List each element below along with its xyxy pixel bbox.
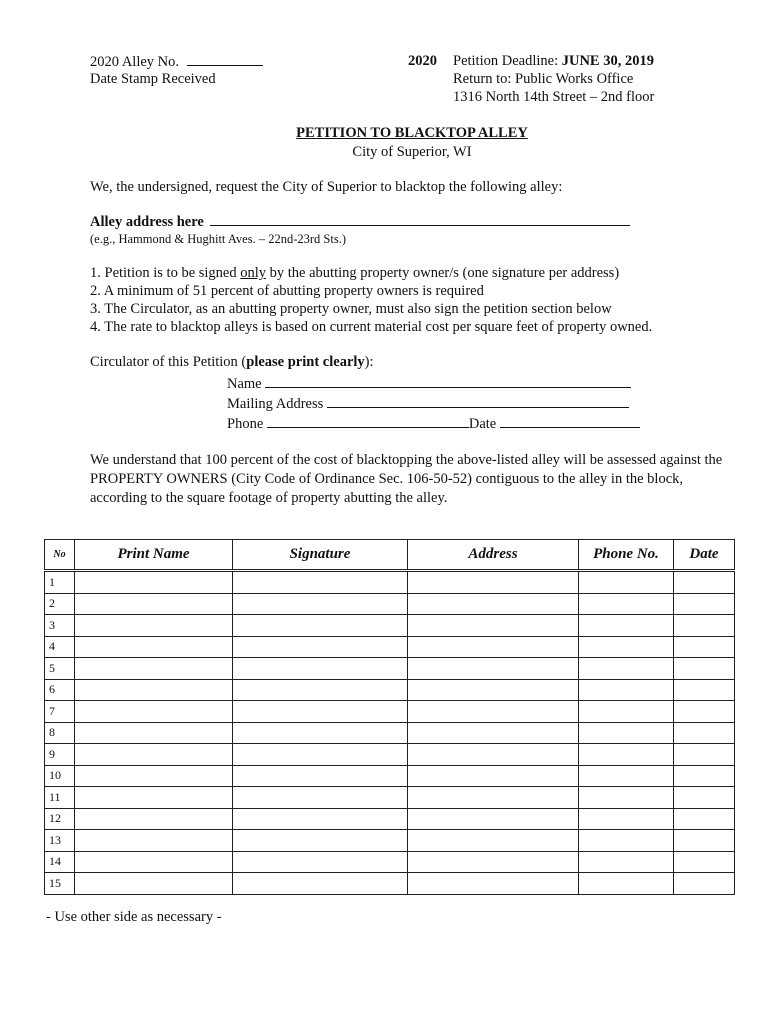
date-cell[interactable] (674, 722, 735, 744)
row-number: 9 (45, 744, 75, 766)
address-cell[interactable] (408, 571, 579, 594)
deadline-label: Petition Deadline: (453, 53, 559, 69)
phone-cell[interactable] (579, 722, 674, 744)
address-cell[interactable] (408, 593, 579, 615)
row-number: 12 (45, 808, 75, 830)
signature-cell[interactable] (233, 658, 408, 680)
circulator-name-field[interactable] (265, 375, 631, 388)
print-name-cell[interactable] (75, 636, 233, 658)
row-number: 1 (45, 571, 75, 594)
phone-cell[interactable] (579, 765, 674, 787)
table-row (45, 808, 735, 830)
circulator-mailing-field[interactable] (327, 395, 629, 408)
print-name-cell[interactable] (75, 571, 233, 594)
signature-cell[interactable] (233, 744, 408, 766)
alley-number-field[interactable] (187, 53, 263, 66)
circulator-date-field[interactable] (500, 415, 640, 428)
date-stamp-label: Date Stamp Received (90, 71, 216, 87)
print-name-cell[interactable] (75, 808, 233, 830)
address-cell[interactable] (408, 636, 579, 658)
table-header-row (45, 540, 735, 571)
requirement-item: 3. The Circulator, as an abutting property owner, must also sign the petition section below (90, 301, 612, 317)
requirement-item: 2. A minimum of 51 percent of abutting property owners is required (90, 283, 484, 299)
address-cell[interactable] (408, 873, 579, 895)
col-header-no: No (45, 540, 75, 571)
phone-cell[interactable] (579, 571, 674, 594)
col-header-print-name: Print Name (75, 540, 233, 571)
deadline-line (453, 53, 654, 70)
alley-address-example: (e.g., Hammond & Hughitt Aves. – 22nd-23rd Sts.) (90, 232, 346, 246)
signature-rows (45, 571, 735, 895)
phone-cell[interactable] (579, 830, 674, 852)
table-row (45, 593, 735, 615)
circulator-phone-line (227, 415, 640, 433)
print-name-cell[interactable] (75, 830, 233, 852)
circulator-heading: Circulator of this Petition (please print clearly): (90, 354, 374, 370)
phone-cell[interactable] (579, 701, 674, 723)
document-subtitle: City of Superior, WI (352, 144, 472, 160)
phone-cell[interactable] (579, 851, 674, 873)
return-to: Return to: Public Works Office (453, 71, 634, 87)
signature-cell[interactable] (233, 722, 408, 744)
phone-cell[interactable] (579, 873, 674, 895)
date-cell[interactable] (674, 765, 735, 787)
signature-cell[interactable] (233, 808, 408, 830)
circulator-phone-label: Phone (227, 416, 264, 432)
table-row (45, 830, 735, 852)
date-cell[interactable] (674, 615, 735, 637)
signature-cell[interactable] (233, 787, 408, 809)
signature-cell[interactable] (233, 851, 408, 873)
date-cell[interactable] (674, 808, 735, 830)
phone-cell[interactable] (579, 615, 674, 637)
col-header-signature: Signature (233, 540, 408, 571)
print-name-cell[interactable] (75, 615, 233, 637)
table-row (45, 636, 735, 658)
table-row (45, 744, 735, 766)
address-cell[interactable] (408, 787, 579, 809)
alley-address-label: Alley address here (90, 214, 204, 230)
print-name-cell[interactable] (75, 701, 233, 723)
row-number: 15 (45, 873, 75, 895)
intro-text: We, the undersigned, request the City of Superior to blacktop the following alley: (90, 179, 563, 195)
assessment-paragraph: We understand that 100 percent of the cost of blacktopping the above-listed alley will be assessed against the PROPERTY OWNERS (City Code of Ordinance Sec. 106-50-52) contiguous to the alley in the block, according to the square footage of property abutting the alley. (90, 452, 723, 506)
signature-table (44, 539, 735, 895)
date-cell[interactable] (674, 851, 735, 873)
address-cell[interactable] (408, 851, 579, 873)
signature-cell[interactable] (233, 873, 408, 895)
row-number: 4 (45, 636, 75, 658)
col-header-date: Date (674, 540, 735, 571)
row-number: 13 (45, 830, 75, 852)
table-row (45, 873, 735, 895)
row-number: 14 (45, 851, 75, 873)
print-name-cell[interactable] (75, 787, 233, 809)
col-header-phone: Phone No. (579, 540, 674, 571)
phone-cell[interactable] (579, 744, 674, 766)
phone-cell[interactable] (579, 658, 674, 680)
signature-cell[interactable] (233, 593, 408, 615)
signature-cell[interactable] (233, 636, 408, 658)
table-row (45, 701, 735, 723)
circulator-mailing-label: Mailing Address (227, 396, 324, 412)
signature-cell[interactable] (233, 679, 408, 701)
alley-address-field[interactable] (210, 213, 630, 226)
address-cell[interactable] (408, 808, 579, 830)
alley-number-label: 2020 Alley No. (90, 54, 180, 70)
date-cell[interactable] (674, 873, 735, 895)
table-row (45, 571, 735, 594)
table-row (45, 787, 735, 809)
date-cell[interactable] (674, 679, 735, 701)
address-cell[interactable] (408, 701, 579, 723)
address-cell[interactable] (408, 615, 579, 637)
table-row (45, 615, 735, 637)
phone-cell[interactable] (579, 593, 674, 615)
phone-cell[interactable] (579, 787, 674, 809)
requirements-list (90, 264, 652, 336)
circulator-name-line (227, 375, 631, 393)
row-number: 8 (45, 722, 75, 744)
date-cell[interactable] (674, 658, 735, 680)
date-cell[interactable] (674, 636, 735, 658)
print-name-cell[interactable] (75, 679, 233, 701)
row-number: 6 (45, 679, 75, 701)
signature-cell[interactable] (233, 765, 408, 787)
petition-year: 2020 (408, 53, 437, 69)
signature-cell[interactable] (233, 615, 408, 637)
circulator-date-label: Date (468, 416, 497, 432)
date-cell[interactable] (674, 593, 735, 615)
print-name-cell[interactable] (75, 765, 233, 787)
row-number: 2 (45, 593, 75, 615)
requirement-item: 1. Petition is to be signed only by the abutting property owner/s (one signature per address) (90, 265, 620, 281)
circulator-name-label: Name (227, 376, 262, 392)
table-row (45, 765, 735, 787)
table-row (45, 679, 735, 701)
deadline-value: JUNE 30, 2019 (561, 53, 654, 69)
address-cell[interactable] (408, 679, 579, 701)
print-name-cell[interactable] (75, 744, 233, 766)
print-clearly-note: please print clearly (246, 354, 365, 370)
print-name-cell[interactable] (75, 593, 233, 615)
signature-cell[interactable] (233, 571, 408, 594)
signature-cell[interactable] (233, 701, 408, 723)
row-number: 3 (45, 615, 75, 637)
row-number: 5 (45, 658, 75, 680)
address-cell[interactable] (408, 722, 579, 744)
address-cell[interactable] (408, 744, 579, 766)
col-header-address: Address (408, 540, 579, 571)
alley-address-line (90, 213, 630, 231)
footer-note: - Use other side as necessary - (46, 909, 222, 925)
address-cell[interactable] (408, 830, 579, 852)
row-number: 10 (45, 765, 75, 787)
print-name-cell[interactable] (75, 873, 233, 895)
address-cell[interactable] (408, 765, 579, 787)
print-name-cell[interactable] (75, 851, 233, 873)
alley-number-line (90, 53, 263, 71)
date-cell[interactable] (674, 571, 735, 594)
print-name-cell[interactable] (75, 658, 233, 680)
table-row (45, 658, 735, 680)
table-row (45, 851, 735, 873)
row-number: 7 (45, 701, 75, 723)
circulator-phone-field[interactable] (267, 415, 469, 428)
emphasis-only: only (240, 265, 267, 281)
circulator-mailing-line (227, 395, 629, 413)
table-row (45, 722, 735, 744)
office-address: 1316 North 14th Street – 2nd floor (453, 89, 655, 105)
date-cell[interactable] (674, 744, 735, 766)
address-cell[interactable] (408, 658, 579, 680)
phone-cell[interactable] (579, 636, 674, 658)
row-number: 11 (45, 787, 75, 809)
phone-cell[interactable] (579, 808, 674, 830)
signature-cell[interactable] (233, 830, 408, 852)
date-cell[interactable] (674, 830, 735, 852)
phone-cell[interactable] (579, 679, 674, 701)
requirement-item: 4. The rate to blacktop alleys is based on current material cost per square feet of property owned. (90, 319, 653, 335)
document-title: PETITION TO BLACKTOP ALLEY (296, 125, 528, 141)
date-cell[interactable] (674, 787, 735, 809)
print-name-cell[interactable] (75, 722, 233, 744)
date-cell[interactable] (674, 701, 735, 723)
